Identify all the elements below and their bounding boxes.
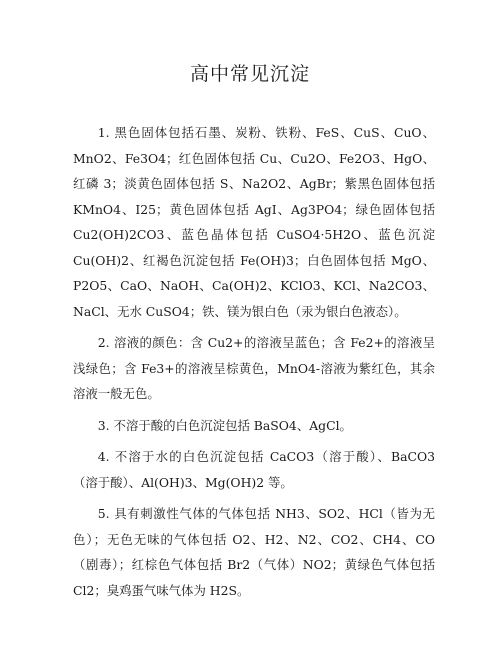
paragraph-1: 1. 黑色固体包括石墨、炭粉、铁粉、FeS、CuS、CuO、MnO2、Fe3O4；红色固体包括 Cu、Cu2O、Fe2O3、HgO、红磷 3；淡黄色固体包括 S、Na2O2、AgBr；紫黑色固体包括 KMnO4、I25；黄色固体包括 AgI、Ag3PO4；绿色固体包括 Cu2(OH)2CO3、蓝色晶体包括 CuSO4·5H2O、蓝色沉淀 Cu(OH)2、红褐色沉淀包括 Fe(OH)3；白色固体包括 MgO、P2O5、CaO、NaOH、Ca(OH)2、KClO3、KCl、Na2CO3、NaCl、无水 CuSO4；铁、镁为银白色（汞为银白色液态）。 [73,125,435,319]
paragraph-4: 4. 不溶于水的白色沉淀包括 CaCO3（溶于酸）、BaCO3（溶于酸）、Al(OH)3、Mg(OH)2 等。 [73,449,435,490]
paragraph-5: 5. 具有刺激性气体的气体包括 NH3、SO2、HCl（皆为无色）；无色无味的气体包括 O2、H2、N2、CO2、CH4、CO（剧毒）；红棕色气体包括 Br2（气体）NO2；黄绿色气体包括 Cl2；臭鸡蛋气味气体为 H2S。 [73,506,435,598]
paragraph-2: 2. 溶液的颜色：含 Cu2+的溶液呈蓝色；含 Fe2+的溶液呈浅绿色；含 Fe3+的溶液呈棕黄色，MnO4-溶液为紫红色，其余溶液一般无色。 [73,335,435,401]
paragraph-3: 3. 不溶于酸的白色沉淀包括 BaSO4、AgCl。 [97,417,352,433]
page-title: 高中常见沉淀 [189,63,310,85]
document-body [73,120,435,609]
